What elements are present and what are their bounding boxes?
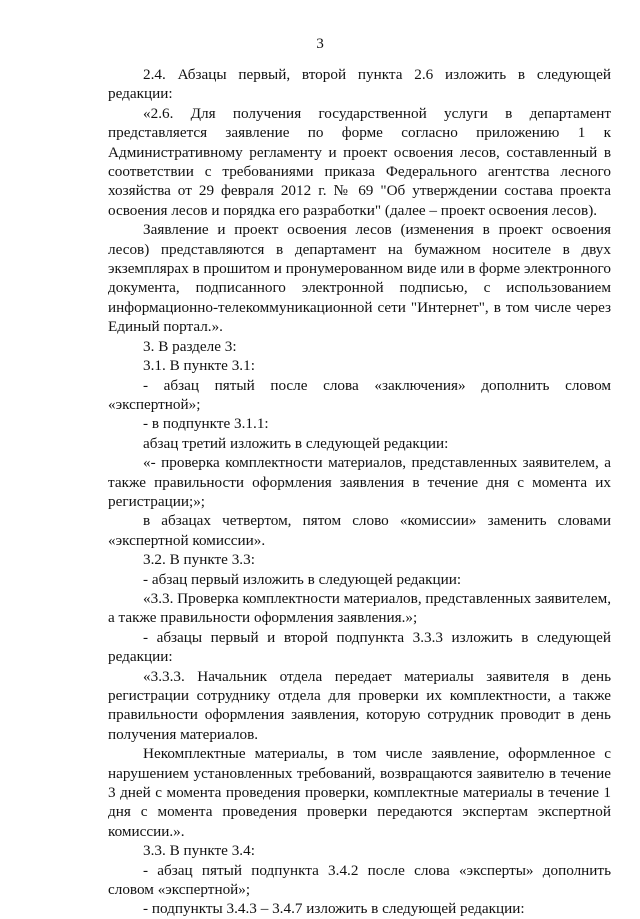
paragraph: 3.3. В пункте 3.4: [143, 842, 255, 860]
paragraph: «2.6. Для получения государственной услуги в департамент представляется заявление по форме согласно приложению 1 к Административному регламенту и проект освоения лесов, составленный в соответствии с требованиями приказа Федерального агентства лесного хозяйства от 29 февраля 2012 г. № 69 "Об утверждении состава проекта освоения лесов и порядка его разработки" (далее – проект освоения лесов). [108, 104, 611, 219]
paragraph: «3.3.3. Начальник отдела передает материалы заявителя в день регистрации сотруднику отдела для проверки их комплектности, а также правильности оформления заявления, которую сотрудник проводит в день получения материалов. [108, 667, 611, 743]
paragraph: 3.1. В пункте 3.1: [143, 357, 255, 375]
paragraph: 2.4. Абзацы первый, второй пункта 2.6 изложить в следующей редакции: [108, 66, 611, 103]
document-body [108, 65, 611, 919]
paragraph: - абзац пятый после слова «заключения» дополнить словом «экспертной»; [108, 376, 611, 413]
paragraph: 3.2. В пункте 3.3: [143, 551, 255, 569]
paragraph: Некомплектные материалы, в том числе заявление, оформленное с нарушением установленных требований, возвращаются заявителю в течение 3 дней с момента проведения проверки, комплектные материалы в течение 1 дня с момента проведения проверки передаются экспертам экспертной комиссии.». [108, 745, 611, 840]
paragraph: - абзац пятый подпункта 3.4.2 после слова «эксперты» дополнить словом «экспертной»; [108, 861, 611, 899]
paragraph: - абзацы первый и второй подпункта 3.3.3 изложить в следующей редакции: [108, 628, 611, 666]
paragraph: «- проверка комплектности материалов, представленных заявителем, а также правильности оформления заявления в течение дня с момента их регистрации;»; [108, 454, 611, 510]
paragraph: - в подпункте 3.1.1: [143, 415, 269, 433]
paragraph: в абзацах четвертом, пятом слово «комиссии» заменить словами «экспертной комиссии». [108, 512, 611, 549]
paragraph: - подпункты 3.4.3 – 3.4.7 изложить в следующей редакции: [143, 900, 525, 918]
paragraph: - абзац первый изложить в следующей редакции: [143, 570, 462, 588]
paragraph: абзац третий изложить в следующей редакции: [143, 434, 449, 452]
paragraph: Заявление и проект освоения лесов (изменения в проект освоения лесов) представляются в департамент на бумажном носителе в двух экземплярах в прошитом и пронумерованном виде или в форме электронного документа, подписанного электронной подписью, с использованием информационно-телекоммуникационной сети "Интернет", в том числе через Единый портал.». [108, 221, 611, 336]
paragraph: 3. В разделе 3: [143, 337, 237, 355]
paragraph: «3.3. Проверка комплектности материалов, представленных заявителем, а также правильности оформления заявления.»; [108, 589, 611, 627]
page-number: 3 [316, 35, 324, 52]
